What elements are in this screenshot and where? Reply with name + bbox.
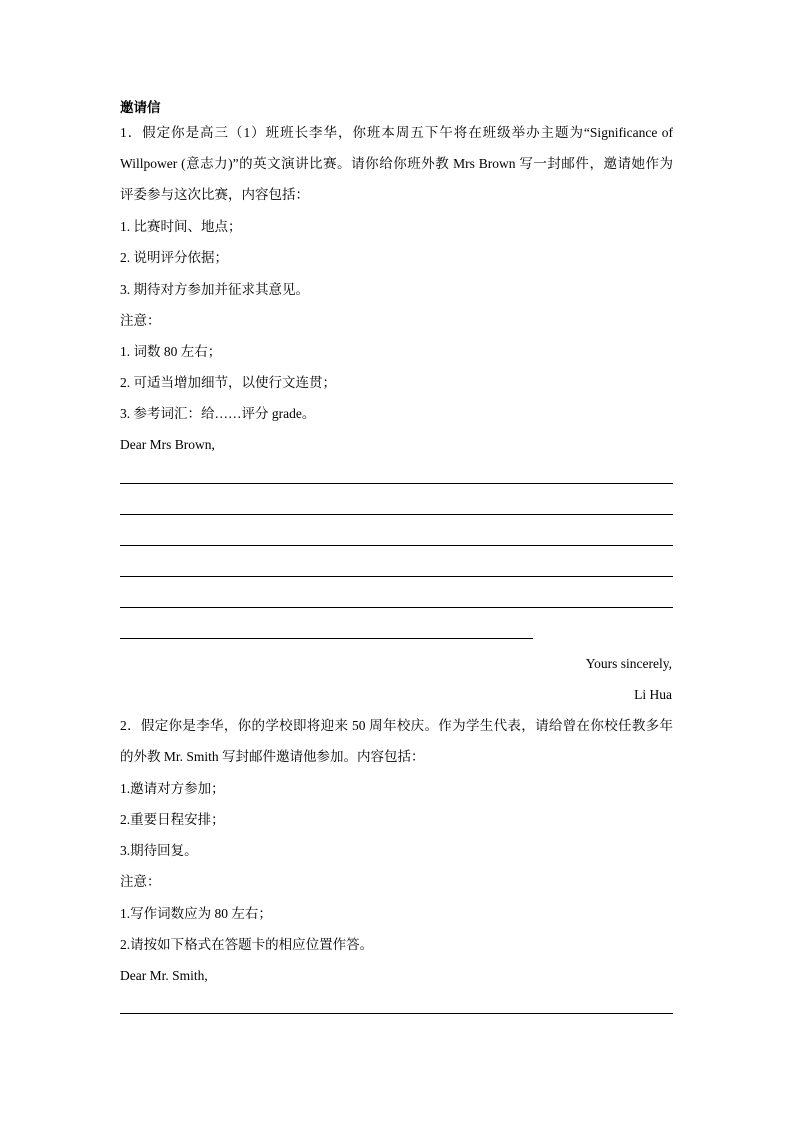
task1-point-1: 1. 比赛时间、地点； xyxy=(120,219,242,234)
task2-answer-line-1[interactable] xyxy=(120,1013,673,1014)
task1-note-3: 3. 参考词汇：给……评分 grade。 xyxy=(120,406,316,421)
task2-note-2: 2.请按如下格式在答题卡的相应位置作答。 xyxy=(120,937,374,952)
task1-answer-line-6[interactable] xyxy=(120,638,533,639)
task1-answer-line-2[interactable] xyxy=(120,514,673,515)
task1-note-2: 2. 可适当增加细节，以使行文连贯； xyxy=(120,375,336,390)
task2-salutation: Dear Mr. Smith, xyxy=(120,968,208,983)
task1-answer-line-5[interactable] xyxy=(120,607,673,608)
task1-signature: Li Hua xyxy=(634,687,672,702)
task2-prompt-line-2: 的外教 Mr. Smith 写封邮件邀请他参加。内容包括： xyxy=(120,749,425,764)
task1-answer-line-4[interactable] xyxy=(120,576,673,577)
task2-point-2: 2.重要日程安排； xyxy=(120,812,225,827)
task1-closing: Yours sincerely, xyxy=(585,656,672,671)
task2-notes-label: 注意： xyxy=(120,874,161,889)
task2-point-3: 3.期待回复。 xyxy=(120,843,198,858)
task1-note-1: 1. 词数 80 左右； xyxy=(120,344,222,359)
task1-prompt-line-2: Willpower (意志力)”的英文演讲比赛。请你给你班外教 Mrs Brown 写一封邮件，邀请她作为 xyxy=(120,156,673,171)
task1-prompt-line-1: 1．假定你是高三（1）班班长李华，你班本周五下午将在班级举办主题为“Significance of xyxy=(120,125,673,140)
task1-prompt-line-3: 评委参与这次比赛，内容包括： xyxy=(120,187,309,202)
task1-salutation: Dear Mrs Brown, xyxy=(120,437,215,452)
task1-answer-line-3[interactable] xyxy=(120,545,673,546)
task1-notes-label: 注意： xyxy=(120,313,161,328)
task1-point-2: 2. 说明评分依据； xyxy=(120,250,228,265)
task2-note-1: 1.写作词数应为 80 左右； xyxy=(120,906,272,921)
task2-prompt-line-1: 2．假定你是李华，你的学校即将迎来 50 周年校庆。作为学生代表，请给曾在你校任教多年 xyxy=(120,718,673,733)
task1-answer-line-1[interactable] xyxy=(120,483,673,484)
task2-point-1: 1.邀请对方参加； xyxy=(120,781,225,796)
task1-point-3: 3. 期待对方参加并征求其意见。 xyxy=(120,282,309,297)
document-title: 邀请信 xyxy=(120,100,161,115)
